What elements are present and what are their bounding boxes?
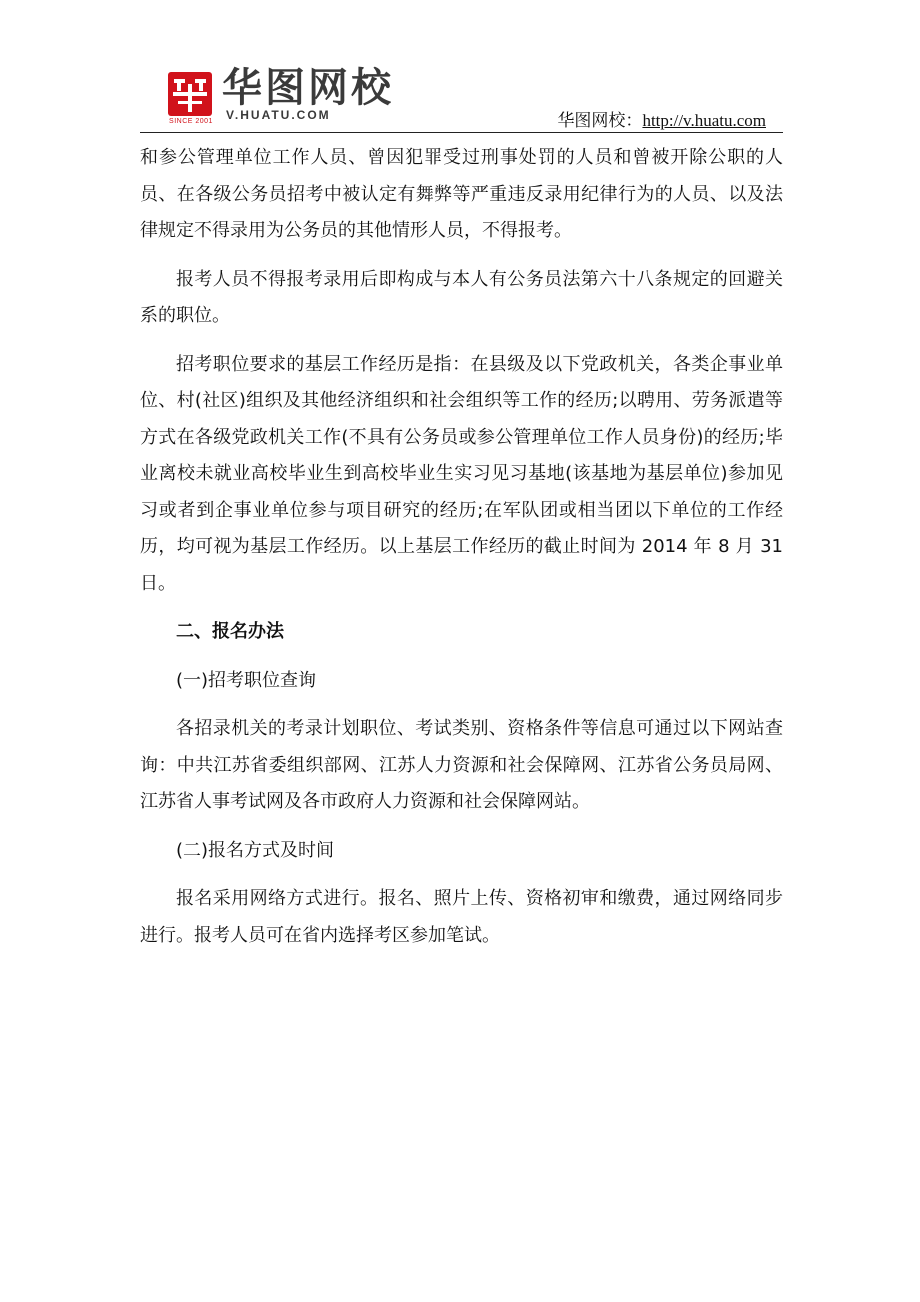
site-label: 华图网校： bbox=[557, 111, 643, 131]
page-header bbox=[0, 0, 920, 140]
section-heading: 二、报名办法 bbox=[176, 621, 284, 642]
logo-url-text: V.HUATU.COM bbox=[226, 108, 331, 122]
site-url-link[interactable]: http://v.huatu.com bbox=[642, 111, 766, 130]
paragraph: 报名采用网络方式进行。报名、照片上传、资格初审和缴费，通过网络同步进行。报考人员可在省内选择考区参加笔试。 bbox=[140, 888, 783, 946]
logo-since-text: SINCE 2001 bbox=[169, 118, 213, 125]
header-divider bbox=[140, 132, 783, 133]
paragraph: 各招录机关的考录计划职位、考试类别、资格条件等信息可通过以下网站查询：中共江苏省委组织部网、江苏人力资源和社会保障网、江苏省公务员局网、江苏省人事考试网及各市政府人力资源和社会保障网站。 bbox=[140, 718, 783, 812]
subsection-heading: (二)报名方式及时间 bbox=[176, 839, 335, 861]
header-site-info bbox=[557, 110, 766, 132]
subsection-heading: (一)招考职位查询 bbox=[176, 669, 317, 691]
paragraph: 和参公管理单位工作人员、曾因犯罪受过刑事处罚的人员和曾被开除公职的人员、在各级公务员招考中被认定有舞弊等严重违反录用纪律行为的人员、以及法律规定不得录用为公务员的其他情形人员，不得报考。 bbox=[140, 147, 783, 241]
paragraph: 报考人员不得报考录用后即构成与本人有公务员法第六十八条规定的回避关系的职位。 bbox=[140, 268, 783, 326]
huatu-logo-icon bbox=[168, 72, 212, 116]
logo-brand-name: 华图网校 bbox=[222, 65, 394, 111]
document-body bbox=[140, 140, 783, 966]
paragraph: 招考职位要求的基层工作经历是指：在县级及以下党政机关，各类企事业单位、村(社区)组织及其他经济组织和社会组织等工作的经历;以聘用、劳务派遣等方式在各级党政机关工作(不具有公务员或参公管理单位工作人员身份)的经历;毕业离校未就业高校毕业生到高校毕业生实习见习基地(该基地为基层单位)参加见习或者到企事业单位参与项目研究的经历;在军队团或相当团以下单位的工作经历，均可视为基层工作经历。以上基层工作经历的截止时间为 2014 年 8 月 31 日。 bbox=[140, 353, 783, 594]
